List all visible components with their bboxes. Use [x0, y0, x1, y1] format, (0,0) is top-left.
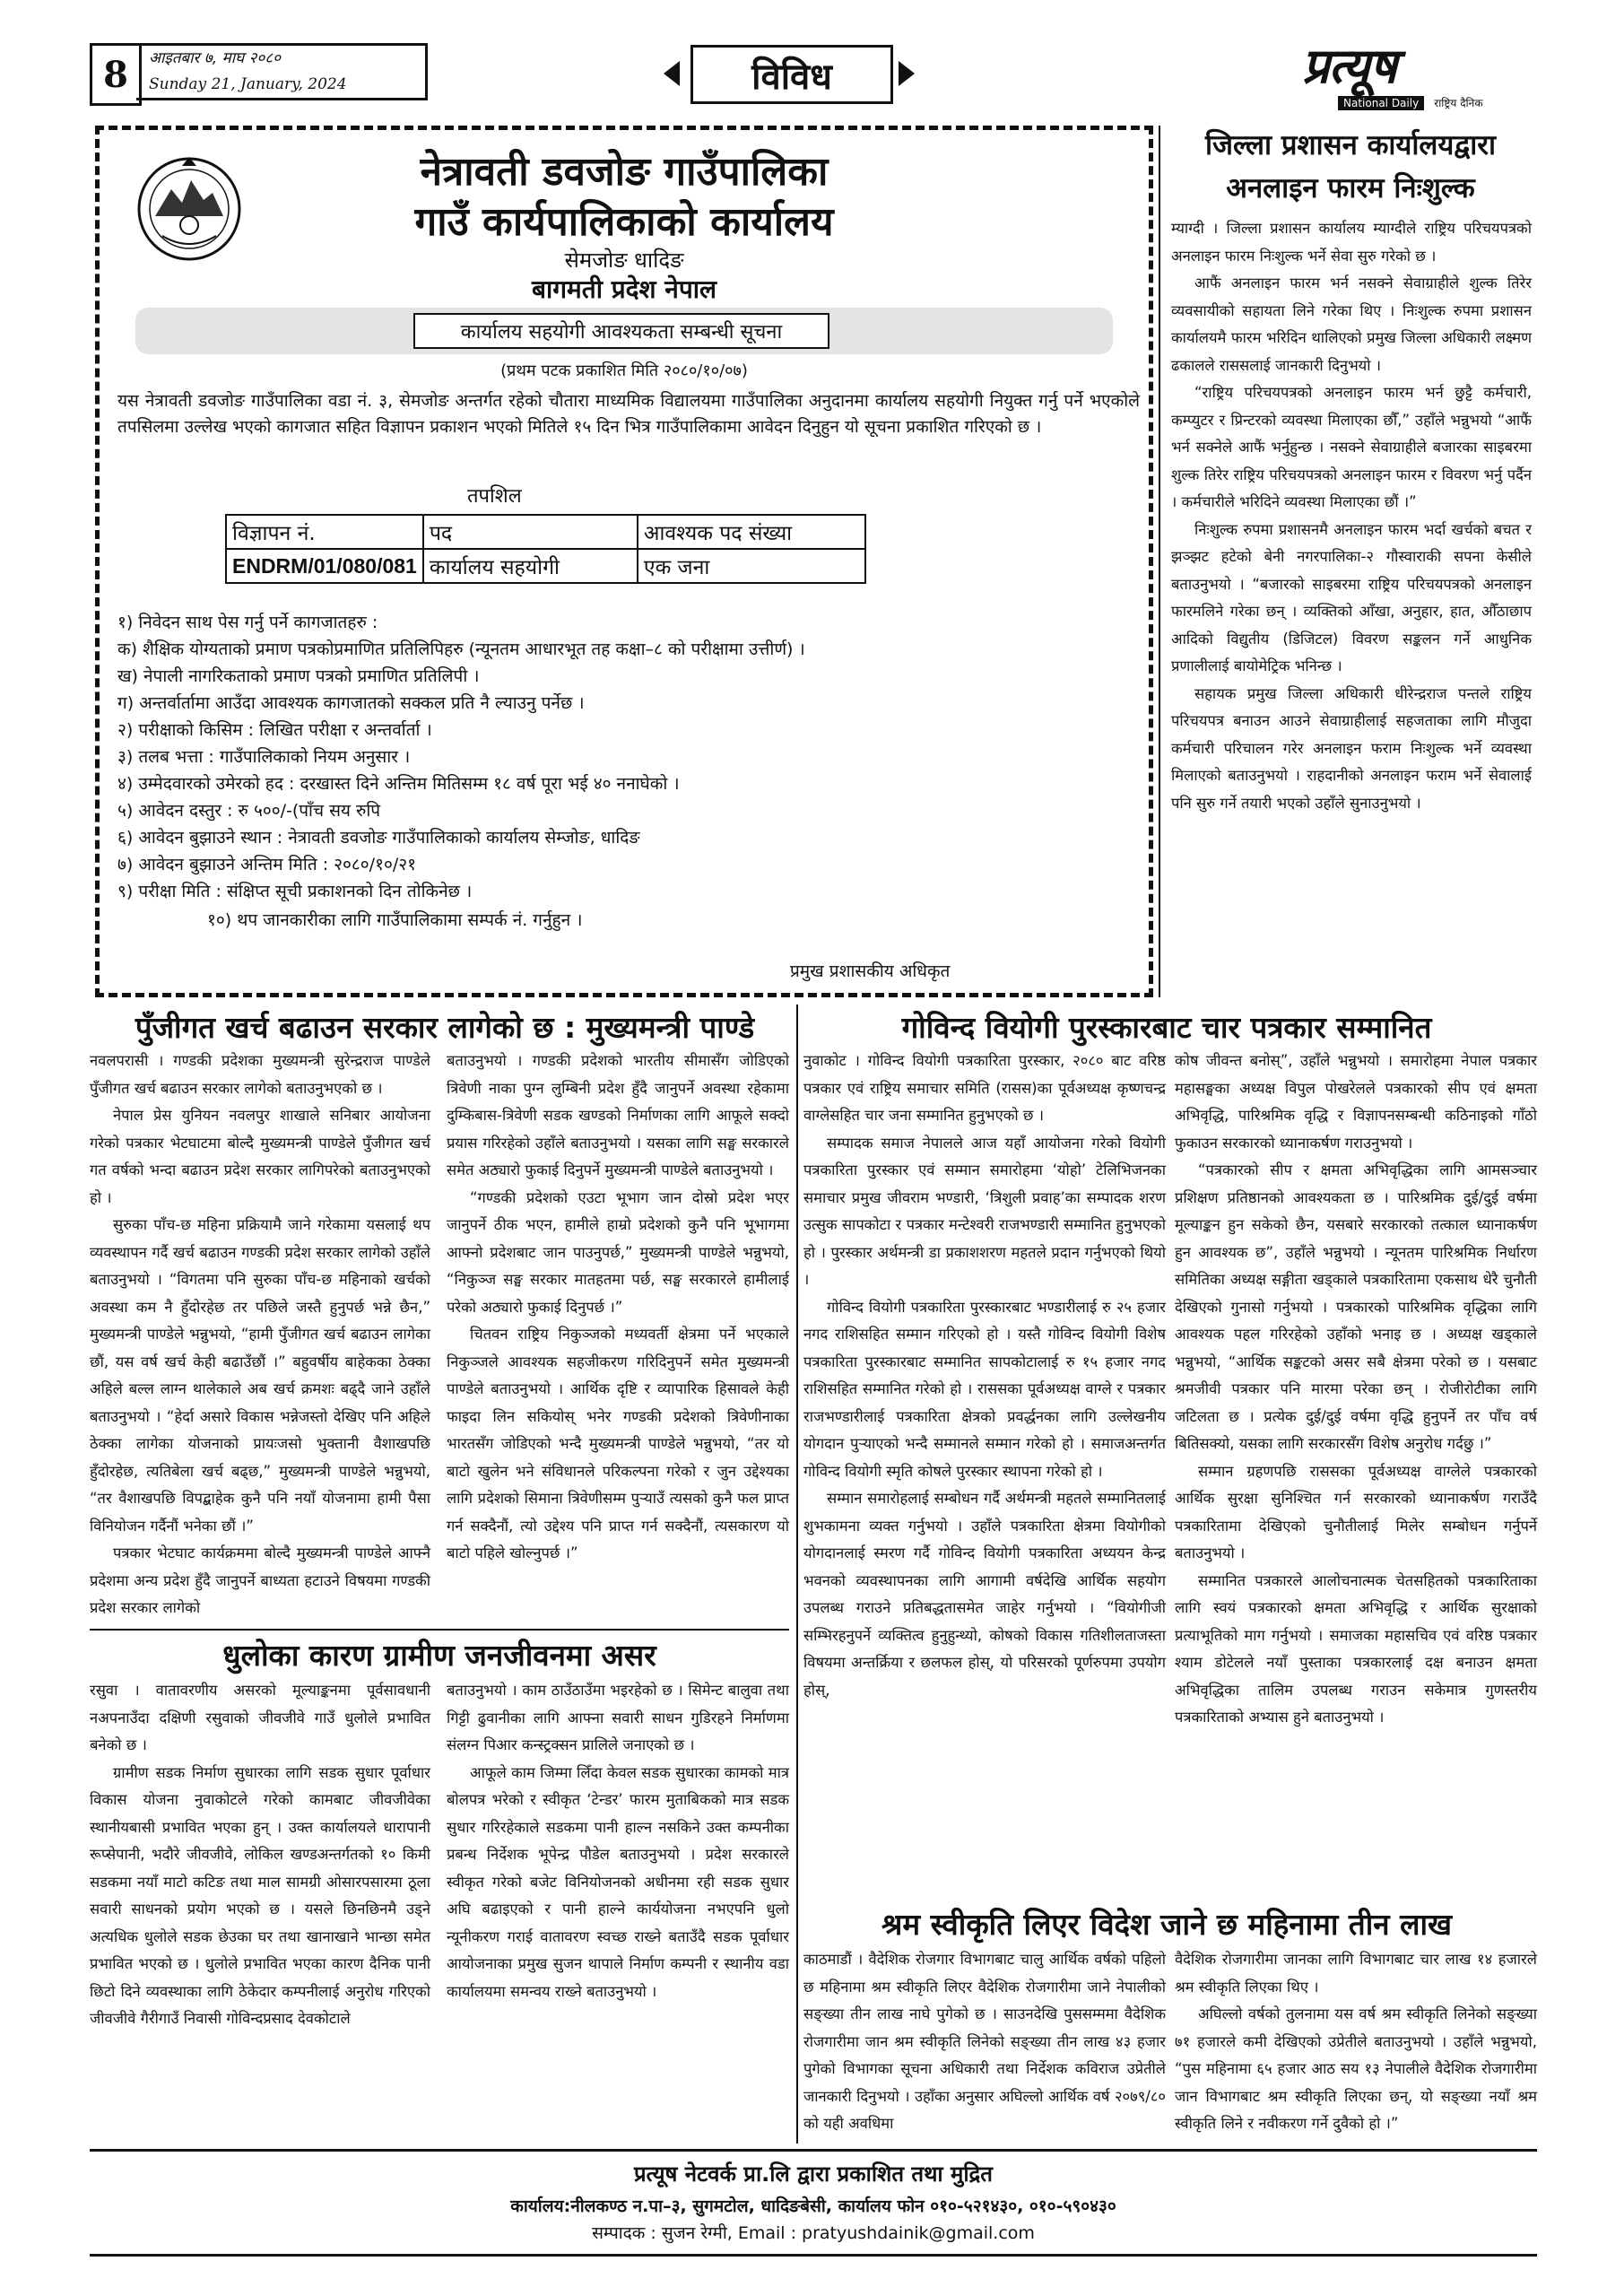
table-row: [226, 549, 865, 583]
table-header-row: [226, 515, 865, 549]
paragraph: सम्पादक समाज नेपालले आज यहाँ आयोजना गरेको वियोगी पत्रकारिता पुरस्कार एवं सम्मान समारोहमा ‘योहो’ टेलिभिजनका समाचार प्रमुख जीवराम भण्डारी, ‘त्रिशुली प्रवाह’का सम्पादक शरण उत्सुक सापकोटा र पत्रकार मन्टेश्वरी राजभण्डारी सम्मानित हुनुभएको हो । पुरस्कार अर्थमन्त्री डा प्रकाशशरण महतले प्रदान गर्नुभएको थियो ।: [803, 1134, 1166, 1288]
paragraph: गोविन्द वियोगी पत्रकारिता पुरस्कारबाट भण्डारीलाई रु २५ हजार नगद राशिसहित सम्मान गरिएको हो । यस्तै गोविन्द वियोगी विशेष पत्रकारिता पुरस्कारबाट सम्मानित सापकोटालाई रु १५ हजार नगद राशिसहित सम्मानित गरेको हो । राससका पूर्वअध्यक्ष वाग्ले र पत्रकार राजभण्डारीलाई पत्रकारिता क्षेत्रको प्रवर्द्धनका लागि उल्लेखनीय योगदान पुऱ्याएको भन्दै सम्मानले सम्मान गरेको हो । समाजअन्तर्गत गोविन्द वियोगी स्मृति कोषले पुरस्कार स्थापना गरेको हो ।: [803, 1298, 1166, 1480]
logo-wordmark: प्रत्यूष: [1302, 38, 1396, 94]
notice-item: ५) आवेदन दस्तुर : रु ५००/-(पाँच सय रुपि: [117, 801, 381, 821]
article-b-headline: गोविन्द वियोगी पुरस्कारबाट चार पत्रकार सम्मानित: [901, 1010, 1432, 1045]
notice-item: क) शैक्षिक योग्यताको प्रमाण पत्रकोप्रमाणित प्रतिलिपिहरु (न्यूनतम आधारभूत तह कक्षा–८ को परीक्षामा उत्तीर्ण) ।: [117, 639, 805, 659]
office-address: कार्यालय:नीलकण्ठ न.पा–३, सुगमटोल, धादिङबेसी, कार्यालय फोन ०१०-५२१४३०, ०१०-५९०४३०: [510, 2196, 1116, 2216]
vacancy-table: [225, 514, 866, 584]
table-header: आवश्यक पद संख्या: [638, 515, 865, 549]
paragraph: सहायक प्रमुख जिल्ला अधिकारी धीरेन्द्रराज पन्तले राष्ट्रिय परिचयपत्र बनाउन आउने सेवाग्राहीलाई सहजताका लागि मौजुदा कर्मचारी परिचालन गरेर अनलाइन फराम निःशुल्क भर्ने व्यवस्था मिलाएको बताउनुभयो । राहदानीको अनलाइन फराम भर्ने सेवालाई पनि सुरु गर्ने तयारी भएको उहाँले सुनाउनुभयो ।: [1171, 684, 1532, 812]
notice-title-municipality: नेत्रावती डवजोङ गाउँपालिका: [420, 149, 829, 195]
table-header: विज्ञापन नं.: [226, 515, 423, 549]
notice-province: बागमती प्रदेश नेपाल: [532, 274, 716, 304]
section-header: [664, 45, 915, 102]
paragraph: आफूले काम जिम्मा लिँदा केवल सडक सुधारका कामको मात्र बोलपत्र भरेको र स्वीकृत ‘टेन्डर’ फारम मुताबिकको मात्र सडक सुधार गरिरहेकाले सडकमा पानी हाल्न नसकिने उक्त कम्पनीका प्रबन्ध निर्देशक भूपेन्द्र पौडेल बताउनुभयो । प्रदेश सरकारले स्वीकृत गरेको बजेट विनियोजनको अधीनमा रही सडक सुधार अघि बढाइएको र पानी हाल्ने कार्ययोजना नभएपनि धुलो न्यूनीकरण गराई वातावरण स्वच्छ राख्ने बताउँदै सडक पूर्वाधार आयोजनाका प्रमुख सुजन थापाले निर्माण कम्पनी र स्थानीय वडा कार्यालयमा समन्वय राख्ने बताउनुभयो ।: [447, 1763, 789, 2000]
date-english: Sunday 21, January, 2024: [149, 75, 347, 93]
notice-item: ३) तलब भत्ता : गाउँपालिकाको नियम अनुसार ।: [117, 747, 411, 767]
imprint-footer: [90, 2149, 1537, 2257]
publisher-line: प्रत्यूष नेटवर्क प्रा.लि द्वारा प्रकाशित तथा मुद्रित: [633, 2161, 993, 2187]
article-a-column-1: [90, 1048, 430, 1622]
paragraph: काठमाडौं । वैदेशिक रोजगार विभागबाट चालु आर्थिक वर्षको पहिलो छ महिनामा श्रम स्वीकृति लिएर वैदेशिक रोजगारीमा जाने नेपालीको सङ्ख्या तीन लाख नाघे पुगेको छ । साउनदेखि पुससम्ममा वैदेशिक रोजगारीमा जान श्रम स्वीकृति लिनेको सङ्ख्या तीन लाख ४३ हजार पुगेको विभागका सूचना अधिकारी तथा निर्देशक कविराज उप्रेतीले जानकारी दिनुभयो । उहाँका अनुसार अघिल्लो आर्थिक वर्ष २०७९/८० को यही अवधिमा: [803, 1951, 1166, 2132]
paragraph: सम्मान समारोहलाई सम्बोधन गर्दै अर्थमन्त्री महतले सम्मानितलाई शुभकामना व्यक्त गर्नुभयो । उहाँले पत्रकारिता क्षेत्रमा वियोगीको योगदानलाई स्मरण गर्दै गोविन्द वियोगी पत्रकारिता अध्ययन केन्द्र भवनको व्यवस्थापनका लागि आगामी वर्षदेखि आर्थिक सहयोग उपलब्ध गराउने प्रतिबद्धतासमेत जाहेर गर्नुभयो । “वियोगीजी सम्भिरहनुपर्ने व्यक्तित्व हुनुहुन्थ्यो, कोषको विकास गतिशीलताजस्ता विषयमा अन्तर्क्रिया र छलफल होस्, यो परिसरको पूर्णरुपमा उपयोग होस्,: [803, 1490, 1166, 1699]
newspaper-logo: [1302, 39, 1537, 117]
notice-item: १०) थप जानकारीका लागि गाउँपालिकामा सम्पर्क नं. गर्नुहुन ।: [207, 910, 583, 930]
paragraph: आफैं अनलाइन फारम भर्न नसक्ने सेवाग्राहीले शुल्क तिरेर व्यवसायीको सहायता लिने गरेका थिए । निःशुल्क रुपमा प्रशासन कार्यालयमै फारम भरिदिन थालिएको प्रमुख जिल्ला अधिकारी लक्ष्मण ढकालले राससलाई जानकारी दिनुभयो ।: [1171, 274, 1532, 374]
paragraph: म्याग्दी । जिल्ला प्रशासन कार्यालय म्याग्दीले राष्ट्रिय परिचयपत्रको अनलाइन फारम निःशुल्क भर्ने सेवा सुरु गरेको छ ।: [1171, 220, 1532, 265]
notice-signature: प्रमुख प्रशासकीय अधिकृत: [790, 961, 951, 981]
paragraph: सम्मान ग्रहणपछि राससका पूर्वअध्यक्ष वाग्लेले पत्रकारको आर्थिक सुरक्षा सुनिश्चित गर्न सरकारको ध्यानाकर्षण गराउँदै पत्रकारितामा देखिएको चुनौतीलाई मिलेर सम्बोधन गर्नुपर्ने बताउनुभयो ।: [1175, 1462, 1537, 1561]
paragraph: निःशुल्क रुपमा प्रशासनमै अनलाइन फारम भर्दा खर्चको बचत र झञ्झट हटेको बेनी नगरपालिका-२ गौस्वाराकी सपना केसीले बताउनुभयो । “बजारको साइबरमा राष्ट्रिय परिचयपत्रको अनलाइन फारमलिने गरेका छन् । व्यक्तिको आँखा, अनुहार, हात, औँठाछाप आदिको विद्युतीय (डिजिटल) विवरण सङ्कलन गर्ने आधुनिक प्रणालीलाई बायोमेट्रिक भनिन्छ ।: [1171, 520, 1532, 674]
article-d-column-2: [1175, 1946, 1537, 2138]
section-title: विविध: [690, 45, 893, 104]
paragraph: बताउनुभयो । गण्डकी प्रदेशको भारतीय सीमासँग जोडिएको त्रिवेणी नाका पुग्न लुम्बिनी प्रदेश हुँदै जानुपर्ने अवस्था रहेकामा दुम्किबास-त्रिवेणी सडक खण्डको निर्माणका लागि आफूले सक्दो प्रयास गरिरहेको उहाँले बताउनुभयो । यसका लागि सङ्घ सरकारले समेत अठ्यारो फुकाई दिनुपर्ने मुख्यमन्त्री पाण्डेले बताउनुभयो ।: [447, 1052, 789, 1178]
article-a-headline: पुँजीगत खर्च बढाउन सरकार लागेको छ : मुख्यमन्त्री पाण्डे: [135, 1010, 755, 1045]
right-article-subheadline: अनलाइन फारम निःशुल्क: [1226, 172, 1475, 204]
paragraph: रसुवा । वातावरणीय असरको मूल्याङ्कनमा पूर्वसावधानी नअपनाउँदा दक्षिणी रसुवाको जीवजीवे गाउँ धुलोले प्रभावित बनेको छ ।: [90, 1682, 430, 1753]
notice-item: २) परीक्षाको किसिम : लिखित परीक्षा र अन्तर्वार्ता ।: [117, 720, 432, 740]
article-divider: [90, 1629, 789, 1631]
notice-item: ४) उम्मेदवारको उमेरको हद : दरखास्त दिने अन्तिम मितिसम्म १८ वर्ष पूरा भई ४० ननाघेको ।: [117, 774, 680, 794]
paragraph: चितवन राष्ट्रिय निकुञ्जको मध्यवर्ती क्षेत्रमा पर्ने भएकाले निकुञ्जले आवश्यक सहजीकरण गरिदिनुपर्ने समेत मुख्यमन्त्री पाण्डेले बताउनुभयो । आर्थिक दृष्टि र व्यापारिक हिसावले केही फाइदा लिन सकियोस् भनेर गण्डकी प्रदेशको त्रिवेणीनाका भारतसँग जोडिएको भन्दै मुख्यमन्त्री पाण्डेले भन्नुभयो, “तर यो बाटो खुलेन भने संविधानले परिकल्पना गरेको र जुन उद्देश्यका लागि प्रदेशको सिमाना त्रिवेणीसम्म पुऱ्याउँ त्यसको कुनै फल प्राप्त गर्न सक्दैनौं, त्यो उद्देश्य पनि प्राप्त गर्न सक्दैनौं, त्यसकारण यो बाटो पहिले खोल्नुपर्छ ।”: [447, 1326, 789, 1561]
notice-item: १) निवेदन साथ पेस गर्नु पर्ने कागजातहरु :: [117, 613, 378, 632]
paragraph: पत्रकार भेटघाट कार्यक्रममा बोल्दै मुख्यमन्त्री पाण्डेले आफ्नै प्रदेशमा अन्य प्रदेश हुँदै जानुपर्ने बाध्यता हटाउने विषयमा गण्डकी प्रदेश सरकार लागेको: [90, 1544, 430, 1616]
vacancy-notice: [95, 126, 1153, 997]
left-arrow-icon: [664, 61, 680, 86]
paragraph: वैदेशिक रोजगारीमा जानका लागि विभागबाट चार लाख १४ हजारले श्रम स्वीकृति लिएका थिए ।: [1175, 1951, 1537, 1996]
article-c-headline: धुलोका कारण ग्रामीण जनजीवनमा असर: [222, 1638, 656, 1673]
notice-item: ७) आवेदन बुझाउने अन्तिम मिति : २०८०/१०/२१: [117, 855, 416, 874]
paragraph: “राष्ट्रिय परिचयपत्रको अनलाइन फारम भर्न छुट्टै कर्मचारी, कम्प्युटर र प्रिन्टरको व्यवस्था मिलाएका छौँ,” उहाँले भन्नुभयो “आफैं भर्न सक्नेले आफैं भर्नुहुन्छ । नसक्ने सेवाग्राहीले बजारका साइबरमा शुल्क तिरेर राष्ट्रिय परिचयपत्रको अनलाइन फारम र विवरण भर्नु पर्दैन । कर्मचारीले भरिदिने व्यवस्था मिलाएका छौं ।”: [1171, 384, 1532, 510]
column-divider: [796, 1004, 798, 2144]
logo-tag-english: National Daily: [1338, 96, 1424, 110]
notice-item: ख) नेपाली नागरिकताको प्रमाण पत्रको प्रमाणित प्रतिलिपी ।: [117, 666, 480, 686]
paragraph: बताउनुभयो । काम ठाउँठाउँमा भइरहेको छ । सिमेन्ट बालुवा तथा गिट्टी ढुवानीका लागि आफ्ना सवारी साधन गुडिरहने निर्माणमा संलग्न पिआर कन्स्ट्रक्सन प्रालिले जनाएको छ ।: [447, 1682, 789, 1753]
article-c-column-1: [90, 1677, 430, 2033]
table-cell: कार्यालय सहयोगी: [423, 549, 638, 583]
notice-subject: कार्यालय सहयोगी आवश्यकता सम्बन्धी सूचना: [413, 313, 829, 349]
article-b-column-1: [803, 1048, 1166, 1704]
notice-subject-bar: [135, 308, 1113, 354]
table-cell: एक जना: [638, 549, 865, 583]
editor-contact: सम्पादक : सुजन रेग्मी, Email : pratyushdainik@gmail.com: [592, 2223, 1035, 2243]
right-article-headline: जिल्ला प्रशासन कार्यालयद्वारा: [1205, 129, 1496, 161]
paragraph: नुवाकोट । गोविन्द वियोगी पत्रकारिता पुरस्कार, २०८० बाट वरिष्ठ पत्रकार एवं राष्ट्रिय समाचार समिति (रासस)का पूर्वअध्यक्ष कृष्णचन्द्र वाग्लेसहित चार जना सम्मानित हुनुभएको छ ।: [803, 1052, 1166, 1124]
paragraph: नवलपरासी । गण्डकी प्रदेशका मुख्यमन्त्री सुरेन्द्रराज पाण्डेले पुँजीगत खर्च बढाउन सरकार लागेको बताउनुभएको छ ।: [90, 1052, 430, 1097]
paragraph: अघिल्लो वर्षको तुलनामा यस वर्ष श्रम स्वीकृति लिनेको सङ्ख्या ७१ हजारले कमी देखिएको उप्रेतीले बताउनुभयो । उहाँले भन्नुभयो, “पुस महिनामा ६५ हजार आठ सय १३ नेपालीले वैदेशिक रोजगारीमा जान विभागबाट श्रम स्वीकृति लिएका छन्, यो सङ्ख्या नयाँ श्रम स्वीकृति लिने र नवीकरण गर्ने दुवैको हो ।”: [1175, 2005, 1537, 2132]
notice-item: ग) अन्तर्वार्तामा आउँदा आवश्यक कागजातको सक्कल प्रति नै ल्याउनु पर्नेछ ।: [117, 693, 585, 713]
paragraph: नेपाल प्रेस युनियन नवलपुर शाखाले सनिबार आयोजना गरेको पत्रकार भेटघाटमा बोल्दै मुख्यमन्त्री पाण्डेले पुँजीगत खर्च गत वर्षको भन्दा बढाउन प्रदेश सरकार लागिपरेको बताउनुभएको हो ।: [90, 1107, 430, 1206]
paragraph: ग्रामीण सडक निर्माण सुधारका लागि सडक सुधार पूर्वाधार विकास योजना नुवाकोटले गरेको कामबाट जीवजीवेका स्थानीयबासी प्रभावित भएका हुन् । उक्त कार्यालयले धारापानी रूप्सेपानी, भदौरे जीवजीवे, लोकिल खण्डअन्तर्गतको १० किमी सडकमा नयाँ माटो कटिङ तथा माल सामग्री ओसारपसारमा ठूला सवारी साधनको प्रयोग भएको छ । यसले छिनछिनमै उड्ने अत्यधिक धुलोले सडक छेउका घर तथा खानाखाने भान्छा समेत प्रभावित भएको छ । धुलोले प्रभावित भएका कारण दैनिक पानी छिटो दिने व्यवस्थाका लागि ठेकेदार कम्पनीलाई अनुरोध गरिएको जीवजीवे गैरीगाउँ निवासी गोविन्दप्रसाद देवकोटाले: [90, 1763, 430, 2027]
first-published-date: (प्रथम पटक प्रकाशित मिति २०८०/१०/०७): [500, 361, 748, 380]
right-article-body: [1171, 215, 1532, 817]
article-c-column-2: [447, 1677, 789, 2005]
table-header: पद: [423, 515, 638, 549]
notice-location: सेमजोङ धादिङ: [564, 248, 684, 273]
table-cell: ENDRM/01/080/081: [226, 549, 423, 583]
right-arrow-icon: [899, 61, 915, 86]
page-number: 8: [90, 43, 142, 106]
date-nepali: आइतबार ७, माघ २०८०: [149, 49, 281, 67]
article-b-column-2: [1175, 1048, 1537, 1732]
logo-tag-nepali: राष्ट्रिय दैनिक: [1434, 97, 1483, 109]
paragraph: “गण्डकी प्रदेशको एउटा भूभाग जान दोस्रो प्रदेश भएर जानुपर्ने ठीक भएन, हामीले हाम्रो प्रदेशको कुनै पनि भूभागमा आफ्नो प्रदेशबाट जान पाउनुपर्छ,” मुख्यमन्त्री पाण्डेले भन्नुभयो, “निकुञ्ज सङ्घ सरकार मातहतमा पर्छ, सङ्घ सरकारले हामीलाई परेको अठ्यारो फुकाई दिनुपर्छ ।”: [447, 1188, 789, 1316]
article-d-column-1: [803, 1946, 1166, 2138]
paragraph: कोष जीवन्त बनोस्”, उहाँले भन्नुभयो । समारोहमा नेपाल पत्रकार महासङ्घका अध्यक्ष विपुल पोखरेलले पत्रकारको सीप एवं क्षमता अभिवृद्धि, पारिश्रमिक वृद्धि र विज्ञापनसम्बन्धी कठिनाइको गाँठो फुकाउन सरकारको ध्यानाकर्षण गराउनुभयो ।: [1175, 1052, 1537, 1152]
tapashil-label: तपशिल: [467, 485, 522, 508]
notice-item: ९) परीक्षा मिति : संक्षिप्त सूची प्रकाशनको दिन तोकिनेछ ।: [117, 882, 473, 901]
notice-title-office: गाउँ कार्यपालिकाको कार्यालय: [414, 199, 834, 245]
issue-date: [136, 43, 428, 100]
notice-item: ६) आवेदन बुझाउने स्थान : नेत्रावती डवजोङ गाउँपालिकाको कार्यालय सेम्जोङ, धादिङ: [117, 828, 640, 848]
paragraph: सम्मानित पत्रकारले आलोचनात्मक चेतसहितको पत्रकारिताका लागि स्वयं पत्रकारको क्षमता अभिवृद्धि र आर्थिक सुरक्षाको प्रत्याभूतिको माग गर्नुभयो । समाजका महासचिव एवं वरिष्ठ पत्रकार श्याम डोटेलले नयाँ पुस्ताका पत्रकारलाई दक्ष बनाउन क्षमता अभिवृद्धिका तालिम उपलब्ध गराउन सकेमात्र गुणस्तरीय पत्रकारिताको अभ्यास हुने बताउनुभयो ।: [1175, 1571, 1537, 1726]
article-d-headline: श्रम स्वीकृति लिएर विदेश जाने छ महिनामा तीन लाख: [881, 1907, 1452, 1942]
paragraph: “पत्रकारको सीप र क्षमता अभिवृद्धिका लागि आमसञ्चार प्रशिक्षण प्रतिष्ठानको आवश्यकता छ । पारिश्रमिक दुई/दुई वर्षमा मूल्याङ्कन हुन सकेको छैन, यसबारे सरकारको तत्काल ध्यानाकर्षण हुन आवश्यक छ”, उहाँले भन्नुभयो । न्यूनतम पारिश्रमिक निर्धारण समितिका अध्यक्ष सङ्गीता खड्काले पत्रकारितामा एकसाथ धेरै चुनौती देखिएको गुनासो गर्नुभयो । पत्रकारको पारिश्रमिक वृद्धिका लागि आवश्यक पहल गरिरहेको उहाँको भनाइ छ । अध्यक्ष खड्काले भन्नुभयो, “आर्थिक सङ्कटको असर सबै क्षेत्रमा परेको छ । यसबाट श्रमजीवी पत्रकार पनि मारमा परेका छन् । रोजीरोटीका लागि जटिलता छ । प्रत्येक दुई/दुई वर्षमा वृद्धि हुनुपर्ने तर पाँच वर्ष बितिसक्यो, यसका लागि सरकारसँग विशेष अनुरोध गर्दछु ।”: [1175, 1161, 1537, 1452]
notice-body: यस नेत्रावती डवजोङ गाउँपालिका वडा नं. ३, सेमजोङ अन्तर्गत रहेको चौतारा माध्यमिक विद्यालयमा गाउँपालिका अनुदानमा कार्यालय सहयोगी नियुक्त गर्नु पर्ने भएकोले तपसिलमा उल्लेख भएको कागजात सहित विज्ञापन प्रकाशन भएको मितिले १५ दिन भित्र गाउँपालिकामा आवेदन दिनुहुन यो सूचना प्रकाशित गरिएको छ ।: [117, 391, 1140, 437]
article-a-column-2: [447, 1048, 789, 1568]
column-divider: [1159, 126, 1160, 997]
paragraph: सुरुका पाँच-छ महिना प्रक्रियामै जाने गरेकामा यसलाई थप व्यवस्थापन गर्दै खर्च बढाउन गण्डकी प्रदेश सरकार लागेको उहाँले बताउनुभयो । “विगतमा पनि सुरुका पाँच-छ महिनाको खर्चको अवस्था कम नै हुँदोरहेछ तर पछिले जस्तै हुनुपर्छ भन्ने छैन,” मुख्यमन्त्री पाण्डेले भन्नुभयो, “हामी पुँजीगत खर्च बढाउन लागेका छौं, यस वर्ष खर्च केही बढाउँछौं ।” बहुवर्षीय बाहेकका ठेक्का अहिले बल्ल लाग्न थालेकाले अब खर्च क्रमशः बढ्दै जाने उहाँले बताउनुभयो । “हेर्दा असारे विकास भन्नेजस्तो देखिए पनि अहिले ठेक्का लागेका योजनाको प्रायःजसो भुक्तानी वैशाखपछि हुँदोरहेछ, त्यतिबेला खर्च बढ्छ,” मुख्यमन्त्री पाण्डेले भन्नुभयो, “तर वैशाखपछि विपद्बाहेक कुनै पनि नयाँ योजनामा हामी पैसा विनियोजन गर्दैनौं भनेका छौं ।”: [90, 1216, 430, 1535]
